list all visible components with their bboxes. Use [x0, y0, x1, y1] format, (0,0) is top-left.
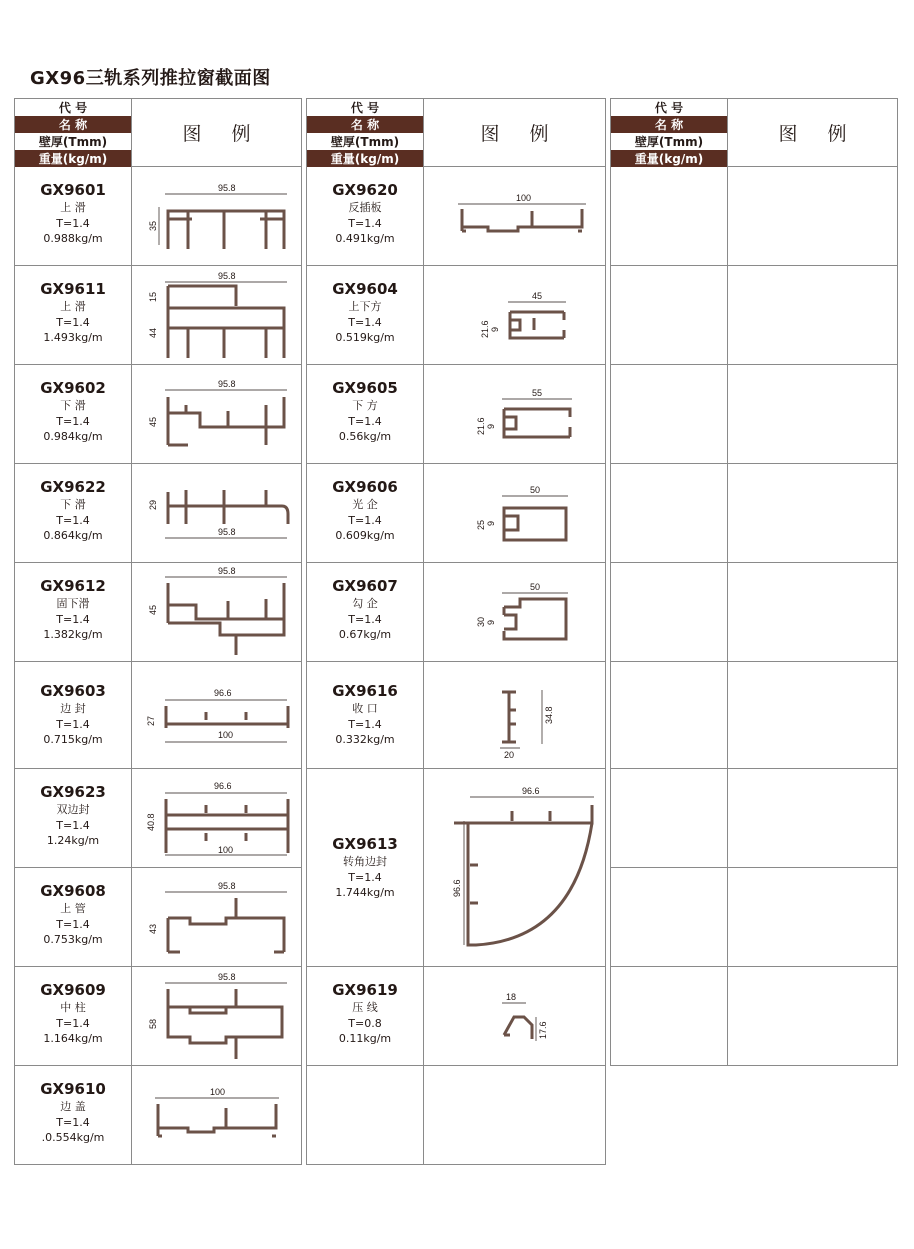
- profile-thickness: T=1.4: [56, 513, 90, 527]
- profile-code: GX9604: [332, 280, 398, 298]
- table-header: [15, 99, 302, 167]
- dim-width: 96.6: [214, 688, 232, 698]
- profile-drawing: [132, 563, 301, 661]
- profile-name: 光 企: [352, 498, 378, 511]
- table-row: [307, 563, 606, 662]
- dim-width: 100: [516, 193, 532, 203]
- profile-name: 下 滑: [60, 498, 86, 511]
- header-figure: 图 例: [728, 99, 898, 166]
- profile-code: GX9602: [40, 379, 106, 397]
- table-row: [15, 967, 302, 1066]
- profile-code: GX9623: [40, 783, 106, 801]
- dim-height: 45: [148, 416, 158, 427]
- profile-weight: 0.715kg/m: [43, 733, 103, 746]
- table-row: [15, 868, 302, 967]
- dim-width: 95.8: [218, 566, 236, 576]
- profile-table-2: [306, 98, 606, 1165]
- profile-code: GX9619: [332, 981, 398, 999]
- dim-height: 21.6: [476, 417, 486, 435]
- header-thickness: 壁厚(Tmm): [307, 133, 423, 150]
- profile-weight: 0.609kg/m: [335, 529, 395, 542]
- dim-slot: 9: [486, 520, 496, 526]
- profile-code: GX9605: [332, 379, 398, 397]
- dim-height: 21.6: [480, 320, 490, 338]
- profile-name: 固下滑: [56, 597, 90, 610]
- profile-drawing: [132, 464, 301, 562]
- dim-height: 58: [148, 1018, 158, 1029]
- page-title: GX96三轨系列推拉窗截面图: [30, 68, 271, 89]
- dim-width: 100: [210, 1087, 226, 1097]
- profile-weight: 0.753kg/m: [43, 933, 103, 946]
- profile-code: GX9620: [332, 181, 398, 199]
- profile-weight: 1.24kg/m: [46, 834, 100, 847]
- profile-thickness: T=1.4: [348, 870, 382, 884]
- profile-weight: 1.382kg/m: [43, 628, 103, 641]
- profile-drawing: [424, 662, 605, 768]
- dim-height: 35: [148, 220, 158, 231]
- profile-drawing: [132, 167, 301, 265]
- profile-drawing: [132, 662, 301, 768]
- profile-drawing: [132, 967, 301, 1065]
- dim-width: 95.8: [218, 379, 236, 389]
- dim-slot: 9: [486, 619, 496, 625]
- table-row: [611, 563, 898, 662]
- table-row: [611, 365, 898, 464]
- header-weight: 重量(kg/m): [611, 150, 727, 167]
- table-row: [15, 563, 302, 662]
- dim-height: 27: [146, 715, 156, 726]
- profile-thickness: T=1.4: [56, 216, 90, 230]
- table-row: [307, 167, 606, 266]
- profile-name: 边 封: [60, 702, 86, 715]
- table-row: [307, 365, 606, 464]
- profile-name: 下 方: [352, 399, 378, 412]
- profile-weight: .0.554kg/m: [41, 1131, 105, 1144]
- table-row: [611, 167, 898, 266]
- profile-thickness: T=1.4: [348, 612, 382, 626]
- dim-height: 29: [148, 499, 158, 510]
- table-row: [307, 266, 606, 365]
- profile-weight: 1.744kg/m: [335, 886, 395, 899]
- header-name: 名 称: [611, 116, 727, 133]
- profile-thickness: T=1.4: [56, 414, 90, 428]
- profile-code: GX9607: [332, 577, 398, 595]
- profile-weight: 0.519kg/m: [335, 331, 395, 344]
- dim-width: 45: [532, 291, 543, 301]
- dim-width: 95.8: [218, 972, 236, 982]
- profile-drawing: [132, 769, 301, 867]
- profile-name: 上 管: [60, 902, 86, 915]
- profile-code: GX9609: [40, 981, 106, 999]
- dim-width: 18: [506, 992, 517, 1002]
- table-row: [15, 662, 302, 769]
- profile-name: 中 柱: [60, 1001, 86, 1014]
- profile-thickness: T=1.4: [56, 917, 90, 931]
- table-row: [611, 769, 898, 868]
- header-thickness: 壁厚(Tmm): [15, 133, 131, 150]
- profile-thickness: T=1.4: [56, 818, 90, 832]
- profile-thickness: T=1.4: [56, 1115, 90, 1129]
- profile-drawing: [132, 266, 301, 364]
- profile-thickness: T=1.4: [56, 612, 90, 626]
- header-code: 代 号: [611, 99, 727, 116]
- header-weight: 重量(kg/m): [15, 150, 131, 167]
- profile-thickness: T=1.4: [56, 1016, 90, 1030]
- profile-code: GX9606: [332, 478, 398, 496]
- dim-height: 96.6: [452, 879, 462, 897]
- profile-name: 转角边封: [343, 855, 387, 868]
- profile-weight: 0.984kg/m: [43, 430, 103, 443]
- profile-weight: 1.164kg/m: [43, 1032, 103, 1045]
- header-name: 名 称: [15, 116, 131, 133]
- dim-bottom: 100: [218, 730, 234, 740]
- dim-slot: 9: [486, 423, 496, 429]
- profile-thickness: T=1.4: [56, 315, 90, 329]
- empty-cell: [307, 1066, 424, 1164]
- header-thickness: 壁厚(Tmm): [611, 133, 727, 150]
- profile-thickness: T=1.4: [348, 315, 382, 329]
- dim-top: 15: [148, 291, 158, 302]
- profile-code: GX9611: [40, 280, 106, 298]
- profile-name: 上 滑: [60, 300, 86, 313]
- profile-weight: 0.11kg/m: [338, 1032, 392, 1045]
- profile-thickness: T=1.4: [348, 216, 382, 230]
- table-row: [15, 167, 302, 266]
- dim-width: 95.8: [218, 527, 236, 537]
- table-row: [15, 464, 302, 563]
- profile-drawing: [424, 266, 605, 364]
- profile-drawing: [424, 365, 605, 463]
- profile-code: GX9612: [40, 577, 106, 595]
- header-figure: 图 例: [424, 99, 606, 166]
- table-row: [611, 662, 898, 769]
- profile-thickness: T=1.4: [348, 717, 382, 731]
- profile-name: 双边封: [56, 803, 90, 816]
- profile-drawing: [424, 167, 605, 265]
- profile-weight: 0.56kg/m: [338, 430, 392, 443]
- dim-height: 34.8: [544, 706, 554, 724]
- profile-drawing: [424, 769, 605, 966]
- dim-width: 96.6: [214, 781, 232, 791]
- profile-weight: 0.988kg/m: [43, 232, 103, 245]
- profile-name: 上 滑: [60, 201, 86, 214]
- table-header: [611, 99, 898, 167]
- table-row: [15, 266, 302, 365]
- header-code: 代 号: [307, 99, 423, 116]
- dim-height: 43: [148, 923, 158, 934]
- dim-height: 25: [476, 519, 486, 530]
- dim-slot: 9: [490, 326, 500, 332]
- profile-weight: 0.332kg/m: [335, 733, 395, 746]
- profile-weight: 1.493kg/m: [43, 331, 103, 344]
- profile-name: 收 口: [352, 702, 378, 715]
- profile-table-1: [14, 98, 302, 1165]
- table-row: [15, 769, 302, 868]
- dim-height: 40.8: [146, 813, 156, 831]
- table-row: [307, 464, 606, 563]
- table-row: [307, 1066, 606, 1165]
- dim-height: 44: [148, 327, 158, 338]
- dim-width: 95.8: [218, 271, 236, 281]
- dim-width: 50: [530, 582, 541, 592]
- empty-cell: [424, 1066, 606, 1164]
- profile-drawing: [424, 464, 605, 562]
- dim-width: 95.8: [218, 183, 236, 193]
- profile-drawing: [424, 563, 605, 661]
- profile-weight: 0.491kg/m: [335, 232, 395, 245]
- dim-height: 45: [148, 604, 158, 615]
- dim-height: 17.6: [538, 1021, 548, 1039]
- profile-name: 勾 企: [352, 597, 378, 610]
- profile-name: 下 滑: [60, 399, 86, 412]
- profile-drawing: [132, 1066, 301, 1164]
- table-header: [307, 99, 606, 167]
- profile-name: 压 线: [352, 1001, 378, 1014]
- profile-thickness: T=0.8: [348, 1016, 382, 1030]
- profile-drawing: [132, 365, 301, 463]
- dim-height: 30: [476, 616, 486, 627]
- table-row: [15, 1066, 302, 1165]
- dim-width: 55: [532, 388, 543, 398]
- profile-code: GX9613: [332, 835, 398, 853]
- profile-code: GX9608: [40, 882, 106, 900]
- dim-width: 20: [504, 750, 515, 760]
- profile-thickness: T=1.4: [56, 717, 90, 731]
- profile-name: 边 盖: [60, 1100, 86, 1113]
- profile-table-3: [610, 98, 898, 1066]
- profile-drawing: [132, 868, 301, 966]
- table-row: [307, 662, 606, 769]
- profile-drawing: [424, 967, 605, 1065]
- table-row: [611, 266, 898, 365]
- profile-name: 上下方: [348, 300, 382, 313]
- header-weight: 重量(kg/m): [307, 150, 423, 167]
- header-figure: 图 例: [132, 99, 302, 166]
- dim-width: 95.8: [218, 881, 236, 891]
- profile-code: GX9616: [332, 682, 398, 700]
- dim-bottom: 100: [218, 845, 234, 855]
- profile-code: GX9622: [40, 478, 106, 496]
- table-row: [307, 769, 606, 967]
- header-name: 名 称: [307, 116, 423, 133]
- profile-code: GX9610: [40, 1080, 106, 1098]
- table-row: [611, 967, 898, 1066]
- table-row: [611, 868, 898, 967]
- profile-name: 反插板: [348, 201, 382, 214]
- profile-code: GX9603: [40, 682, 106, 700]
- profile-weight: 0.864kg/m: [43, 529, 103, 542]
- dim-width: 96.6: [522, 786, 540, 796]
- profile-thickness: T=1.4: [348, 513, 382, 527]
- table-row: [611, 464, 898, 563]
- table-row: [15, 365, 302, 464]
- profile-code: GX9601: [40, 181, 106, 199]
- table-row: [307, 967, 606, 1066]
- profile-thickness: T=1.4: [348, 414, 382, 428]
- profile-weight: 0.67kg/m: [338, 628, 392, 641]
- header-code: 代 号: [15, 99, 131, 116]
- dim-width: 50: [530, 485, 541, 495]
